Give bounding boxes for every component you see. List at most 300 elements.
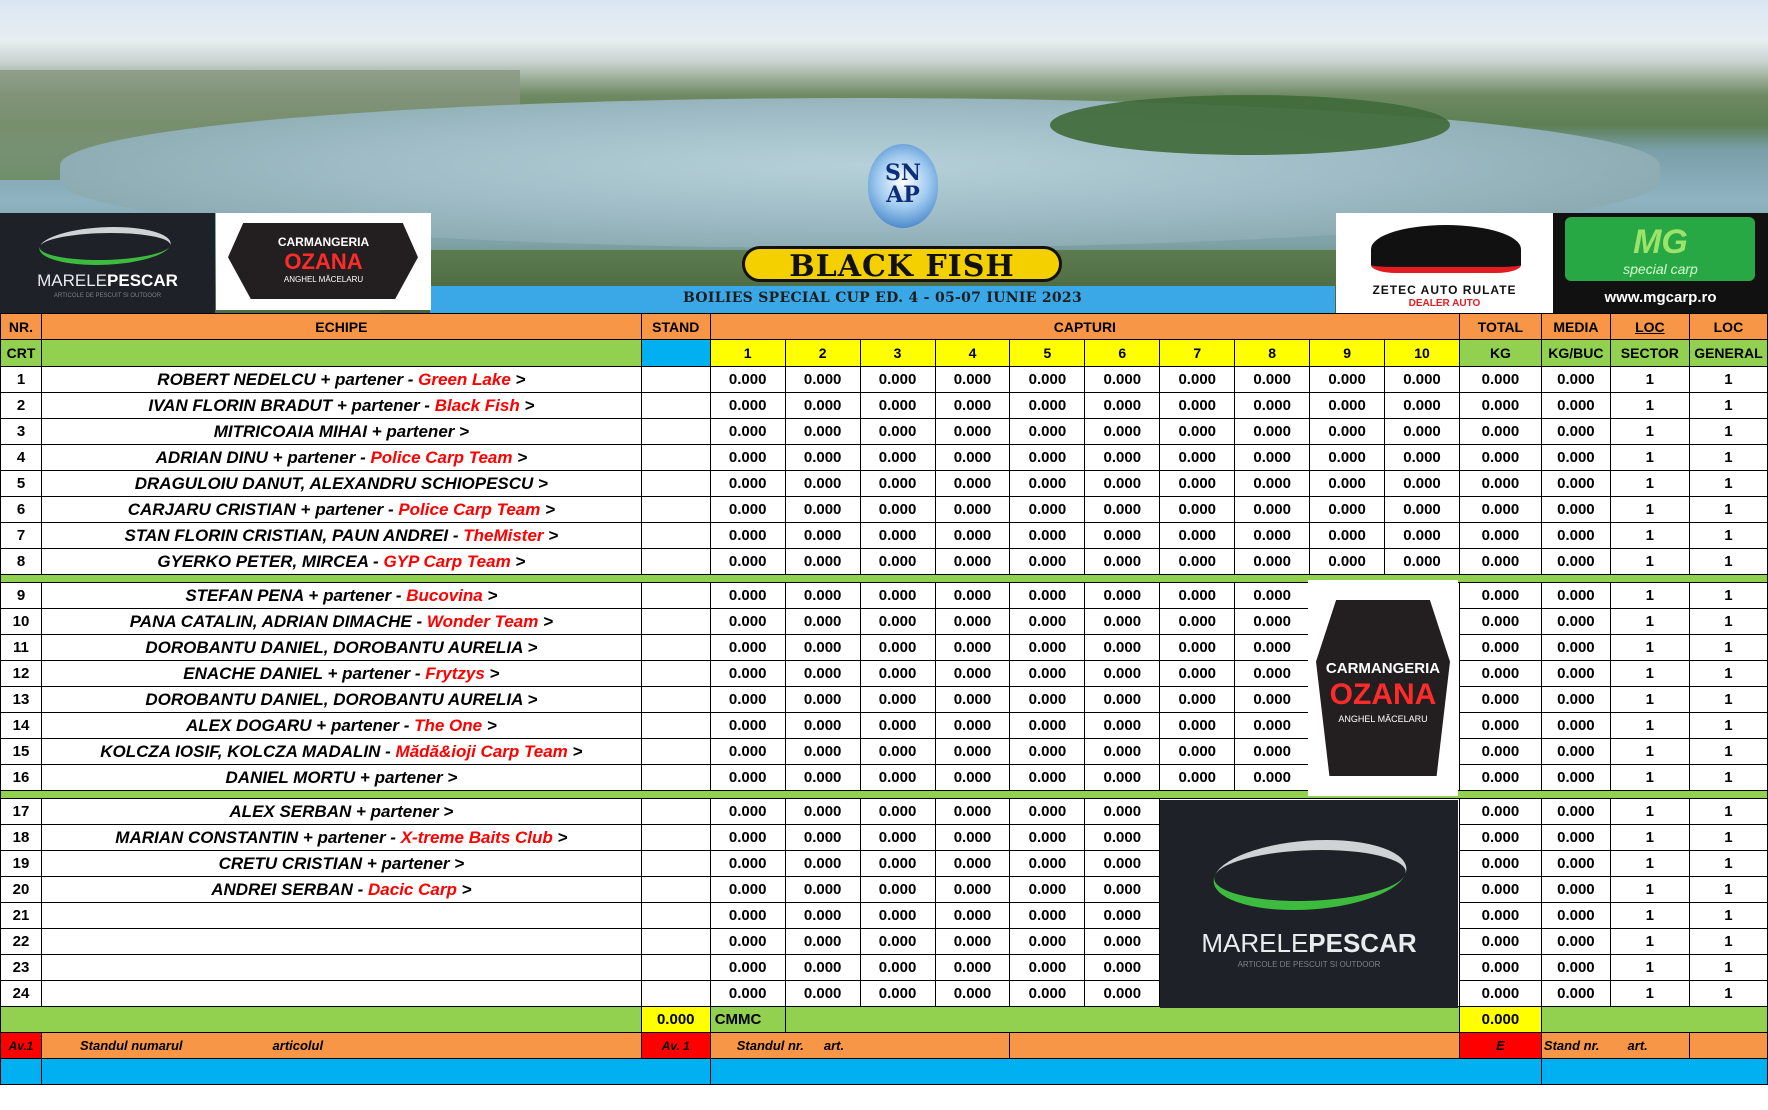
capture-cell: 0.000: [1010, 825, 1085, 851]
capture-cell: 0.000: [1010, 929, 1085, 955]
mg-carp-logo: [1553, 213, 1768, 313]
loc-sector-cell: 1: [1610, 739, 1689, 765]
angler-names: ALEX DOGARU + partener -: [185, 715, 415, 735]
capture-cell: 0.000: [785, 955, 860, 981]
capture-cell: 0.000: [935, 955, 1010, 981]
stand-cell: [641, 955, 710, 981]
stand-cell: [641, 523, 710, 549]
capture-number-header: 8: [1235, 340, 1310, 367]
capture-cell: 0.000: [1235, 497, 1310, 523]
angler-names: ANDREI SERBAN -: [211, 879, 369, 899]
media-cell: 0.000: [1541, 929, 1610, 955]
capture-cell: 0.000: [1010, 765, 1085, 791]
capture-cell: 0.000: [1010, 799, 1085, 825]
capture-cell: 0.000: [1235, 393, 1310, 419]
capture-cell: 0.000: [935, 687, 1010, 713]
capture-cell: 0.000: [1085, 765, 1160, 791]
capture-cell: 0.000: [935, 981, 1010, 1007]
team-name-cell: [41, 877, 641, 903]
capture-cell: 0.000: [710, 497, 785, 523]
capture-cell: 0.000: [1235, 583, 1310, 609]
capture-cell: 0.000: [860, 851, 935, 877]
table-row: [1, 497, 1768, 523]
loc-sector-cell: 1: [1610, 713, 1689, 739]
stand-cell: [641, 825, 710, 851]
capture-cell: 0.000: [1235, 367, 1310, 393]
capture-cell: 0.000: [1235, 661, 1310, 687]
capture-cell: 0.000: [785, 687, 860, 713]
angler-names: CARJARU CRISTIAN + partener -: [127, 499, 399, 519]
table-row: [1, 981, 1768, 1007]
total-kg-cell: 0.000: [1459, 929, 1541, 955]
media-cell: 0.000: [1541, 419, 1610, 445]
notes-fill-right: [1689, 1033, 1767, 1059]
media-cell: 0.000: [1541, 367, 1610, 393]
row-number: 4: [1, 445, 42, 471]
row-suffix: >: [482, 715, 497, 735]
capture-cell: 0.000: [935, 471, 1010, 497]
capture-cell: 0.000: [935, 929, 1010, 955]
capture-cell: 0.000: [1160, 549, 1235, 575]
media-cell: 0.000: [1541, 877, 1610, 903]
angler-names: ENACHE DANIEL + partener -: [183, 663, 426, 683]
capture-cell: 0.000: [1085, 393, 1160, 419]
header-banner: [0, 0, 1768, 313]
capture-cell: 0.000: [785, 713, 860, 739]
capture-cell: 0.000: [860, 955, 935, 981]
loc-sector-cell: 1: [1610, 635, 1689, 661]
stand-cell: [641, 739, 710, 765]
capture-cell: 0.000: [1085, 739, 1160, 765]
team-name: Police Carp Team: [370, 447, 513, 467]
total-kg-cell: 0.000: [1459, 419, 1541, 445]
loc-general-cell: 1: [1689, 799, 1767, 825]
capture-cell: 0.000: [1010, 609, 1085, 635]
row-number: 9: [1, 583, 42, 609]
capture-cell: 0.000: [1160, 419, 1235, 445]
media-cell: 0.000: [1541, 549, 1610, 575]
capture-cell: 0.000: [785, 825, 860, 851]
ozana-line3: ANGHEL MĂCELARU: [1338, 714, 1428, 724]
stand-nr-text: Stand nr.: [1543, 1038, 1600, 1053]
table-row: [1, 955, 1768, 981]
team-name: Black Fish: [434, 395, 520, 415]
stand-cell: [641, 419, 710, 445]
capture-cell: 0.000: [1310, 549, 1385, 575]
capture-cell: 0.000: [1310, 419, 1385, 445]
capture-cell: 0.000: [785, 981, 860, 1007]
capture-cell: 0.000: [785, 497, 860, 523]
capture-cell: 0.000: [1010, 367, 1085, 393]
bottom-cell: [41, 1059, 710, 1085]
loc-general-cell: 1: [1689, 635, 1767, 661]
row-suffix: >: [538, 611, 554, 631]
capture-cell: 0.000: [1085, 955, 1160, 981]
capture-cell: 0.000: [1235, 713, 1310, 739]
table-row: [1, 765, 1768, 791]
articolul-text: articolul: [272, 1038, 324, 1053]
angler-names: DRAGULOIU DANUT, ALEXANDRU SCHIOPESCU >: [134, 473, 548, 493]
stand-cell: [641, 393, 710, 419]
total-kg-cell: 0.000: [1459, 523, 1541, 549]
totals-fill-right: [1541, 1007, 1767, 1033]
capture-cell: 0.000: [860, 445, 935, 471]
capture-cell: 0.000: [860, 765, 935, 791]
stand-nr-cell: [1541, 1033, 1689, 1059]
capture-cell: 0.000: [1010, 549, 1085, 575]
capture-cell: 0.000: [710, 825, 785, 851]
media-cell: 0.000: [1541, 471, 1610, 497]
angler-names: CRETU CRISTIAN + partener >: [218, 853, 465, 873]
capture-cell: 0.000: [1235, 635, 1310, 661]
capture-cell: 0.000: [1085, 687, 1160, 713]
capture-cell: 0.000: [935, 445, 1010, 471]
table-row: [1, 661, 1768, 687]
capture-cell: 0.000: [1010, 471, 1085, 497]
loc-general-cell: 1: [1689, 419, 1767, 445]
row-number: 3: [1, 419, 42, 445]
standul-nr-cell: [710, 1033, 1010, 1059]
media-cell: 0.000: [1541, 825, 1610, 851]
black-fish-logo: BLACK FISH: [742, 246, 1062, 282]
capture-cell: 0.000: [1235, 687, 1310, 713]
angler-names: KOLCZA IOSIF, KOLCZA MADALIN -: [100, 741, 396, 761]
team-name: Green Lake: [418, 369, 511, 389]
results-table: [0, 313, 1768, 1085]
team-name: Frytzys: [425, 663, 485, 683]
team-name-cell: [41, 739, 641, 765]
media-cell: 0.000: [1541, 981, 1610, 1007]
row-number: 23: [1, 955, 42, 981]
sector-header: SECTOR: [1610, 340, 1689, 367]
header-row-2: [1, 340, 1768, 367]
stand-cell: [641, 851, 710, 877]
capture-cell: 0.000: [1160, 739, 1235, 765]
team-name: TheMister: [463, 525, 544, 545]
angler-names: STEFAN PENA + partener -: [185, 585, 407, 605]
capture-cell: 0.000: [1085, 497, 1160, 523]
capture-cell: 0.000: [1085, 929, 1160, 955]
art-text: art.: [823, 1038, 845, 1053]
team-name: Wonder Team: [426, 611, 539, 631]
bottom-cell: [710, 1059, 1541, 1085]
total-kg-cell: 0.000: [1459, 393, 1541, 419]
row-suffix: >: [552, 827, 568, 847]
capture-cell: 0.000: [1010, 419, 1085, 445]
total-kg-cell: 0.000: [1459, 445, 1541, 471]
loc-sector-cell: 1: [1610, 393, 1689, 419]
loc-sector-cell: 1: [1610, 419, 1689, 445]
row-number: 16: [1, 765, 42, 791]
stand-cell: [641, 903, 710, 929]
capture-cell: 0.000: [1085, 713, 1160, 739]
table-row: [1, 583, 1768, 609]
angler-names: IVAN FLORIN BRADUT + partener -: [148, 395, 435, 415]
stand-cell: [641, 687, 710, 713]
media-cell: 0.000: [1541, 713, 1610, 739]
table-row: [1, 739, 1768, 765]
capture-cell: 0.000: [785, 739, 860, 765]
loc-general-cell: 1: [1689, 523, 1767, 549]
stand-header: STAND: [641, 314, 710, 340]
team-name-cell: [41, 713, 641, 739]
team-name-cell: [41, 445, 641, 471]
capture-cell: 0.000: [785, 393, 860, 419]
capture-cell: 0.000: [860, 739, 935, 765]
stand-cell: [641, 367, 710, 393]
row-suffix: >: [482, 585, 498, 605]
loc-general-cell: 1: [1689, 739, 1767, 765]
loc-sector-cell: 1: [1610, 687, 1689, 713]
total-kg-cell: 0.000: [1459, 471, 1541, 497]
media-cell: 0.000: [1541, 955, 1610, 981]
row-number: 1: [1, 367, 42, 393]
row-number: 24: [1, 981, 42, 1007]
capture-cell: 0.000: [1385, 445, 1460, 471]
general-header: GENERAL: [1689, 340, 1767, 367]
capture-cell: 0.000: [860, 687, 935, 713]
team-name-cell: [41, 497, 641, 523]
team-name-cell: [41, 549, 641, 575]
team-name-cell: [41, 635, 641, 661]
angler-names: DANIEL MORTU + partener >: [225, 767, 458, 787]
capture-cell: 0.000: [785, 445, 860, 471]
team-name-cell: [41, 825, 641, 851]
capture-cell: 0.000: [1085, 419, 1160, 445]
capture-cell: 0.000: [1010, 955, 1085, 981]
av1-label-2: Av. 1: [641, 1033, 710, 1059]
capture-number-header: 10: [1385, 340, 1460, 367]
capture-cell: 0.000: [860, 903, 935, 929]
row-number: 13: [1, 687, 42, 713]
capture-cell: 0.000: [710, 765, 785, 791]
media-cell: 0.000: [1541, 523, 1610, 549]
capture-cell: 0.000: [1160, 687, 1235, 713]
capture-cell: 0.000: [1085, 523, 1160, 549]
capture-cell: 0.000: [1085, 609, 1160, 635]
loc-general-cell: 1: [1689, 583, 1767, 609]
marele-pescar-logo-large: [1160, 800, 1458, 1008]
total-kg-cell: 0.000: [1459, 955, 1541, 981]
team-name-cell: [41, 799, 641, 825]
capture-cell: 0.000: [935, 549, 1010, 575]
total-kg-cell: 0.000: [1459, 903, 1541, 929]
row-number: 10: [1, 609, 42, 635]
stand-cell: [641, 549, 710, 575]
capture-cell: 0.000: [1310, 367, 1385, 393]
table-row: [1, 713, 1768, 739]
team-name-cell: [41, 929, 641, 955]
total-kg-cell: 0.000: [1459, 739, 1541, 765]
mg-url: www.mgcarp.ro: [1604, 289, 1717, 306]
stand-total: 0.000: [641, 1007, 710, 1033]
stand-cell: [641, 661, 710, 687]
loc-general-cell: 1: [1689, 609, 1767, 635]
capture-cell: 0.000: [1085, 445, 1160, 471]
standul-numarul-cell: [41, 1033, 641, 1059]
capture-cell: 0.000: [1385, 471, 1460, 497]
capture-cell: 0.000: [860, 367, 935, 393]
loc-general-cell: 1: [1689, 497, 1767, 523]
capture-cell: 0.000: [1235, 471, 1310, 497]
loc-general-cell: 1: [1689, 825, 1767, 851]
team-name: Bucovina: [406, 585, 483, 605]
row-number: 20: [1, 877, 42, 903]
totals-blank: [1, 1007, 642, 1033]
av1-label: Av.1: [1, 1033, 42, 1059]
loc-general-cell: 1: [1689, 851, 1767, 877]
capture-cell: 0.000: [1010, 739, 1085, 765]
angler-names: MARIAN CONSTANTIN + partener -: [115, 827, 401, 847]
capture-cell: 0.000: [1085, 583, 1160, 609]
capture-cell: 0.000: [785, 903, 860, 929]
capture-cell: 0.000: [860, 713, 935, 739]
ozana-line3: ANGHEL MĂCELARU: [283, 275, 364, 284]
loc-sector-cell: 1: [1610, 799, 1689, 825]
capture-cell: 0.000: [860, 583, 935, 609]
capture-cell: 0.000: [785, 635, 860, 661]
capture-cell: 0.000: [1085, 851, 1160, 877]
stand-cell: [641, 765, 710, 791]
capture-cell: 0.000: [710, 609, 785, 635]
capture-cell: 0.000: [935, 609, 1010, 635]
capture-cell: 0.000: [1010, 497, 1085, 523]
logo-text-bold: PESCAR: [1308, 928, 1417, 958]
capture-cell: 0.000: [1385, 549, 1460, 575]
snap-logo-text: SN AP: [885, 160, 921, 208]
capture-cell: 0.000: [710, 661, 785, 687]
logo-tagline: ARTICOLE DE PESCUIT SI OUTDOOR: [53, 293, 162, 299]
team-name-cell: [41, 981, 641, 1007]
stand-subheader: [641, 340, 710, 367]
media-cell: 0.000: [1541, 497, 1610, 523]
loc-sector-cell: 1: [1610, 549, 1689, 575]
table-row: [1, 523, 1768, 549]
capture-cell: 0.000: [1160, 713, 1235, 739]
loc-general-header: LOC: [1689, 314, 1767, 340]
loc-general-cell: 1: [1689, 877, 1767, 903]
total-kg-cell: 0.000: [1459, 981, 1541, 1007]
row-suffix: >: [512, 447, 528, 467]
loc-general-cell: 1: [1689, 765, 1767, 791]
angler-names: PANA CATALIN, ADRIAN DIMACHE -: [129, 611, 427, 631]
echipe-header: ECHIPE: [41, 314, 641, 340]
stand-cell: [641, 471, 710, 497]
bottom-row: [1, 1059, 1768, 1085]
capture-cell: 0.000: [935, 497, 1010, 523]
capture-cell: 0.000: [710, 877, 785, 903]
car-icon: [1371, 225, 1521, 273]
capture-cell: 0.000: [1160, 497, 1235, 523]
capture-cell: 0.000: [710, 903, 785, 929]
stand-cell: [641, 929, 710, 955]
capture-cell: 0.000: [935, 583, 1010, 609]
loc-general-cell: 1: [1689, 471, 1767, 497]
sector-separator: [1, 575, 1768, 583]
table-row: [1, 903, 1768, 929]
capture-cell: 0.000: [935, 419, 1010, 445]
stand-cell: [641, 609, 710, 635]
capture-cell: 0.000: [710, 471, 785, 497]
capture-cell: 0.000: [1235, 523, 1310, 549]
capture-cell: 0.000: [710, 687, 785, 713]
ozana-line2: OZANA: [284, 249, 363, 274]
capture-cell: 0.000: [710, 523, 785, 549]
capture-cell: 0.000: [935, 851, 1010, 877]
capture-cell: 0.000: [860, 609, 935, 635]
loc-sector-cell: 1: [1610, 523, 1689, 549]
capture-cell: 0.000: [935, 877, 1010, 903]
loc-sector-cell: 1: [1610, 825, 1689, 851]
capture-cell: 0.000: [1085, 799, 1160, 825]
row-number: 21: [1, 903, 42, 929]
notes-row: [1, 1033, 1768, 1059]
capture-cell: 0.000: [710, 583, 785, 609]
capture-cell: 0.000: [860, 497, 935, 523]
row-suffix: >: [540, 499, 556, 519]
table-row: [1, 851, 1768, 877]
sector-separator: [1, 791, 1768, 799]
row-number: 11: [1, 635, 42, 661]
capture-cell: 0.000: [1385, 497, 1460, 523]
logo-text: MARELE: [37, 271, 108, 290]
total-kg-cell: 0.000: [1459, 661, 1541, 687]
logo-text: MARELE: [1201, 928, 1309, 958]
capture-cell: 0.000: [785, 799, 860, 825]
total-header: TOTAL: [1459, 314, 1541, 340]
totals-row: [1, 1007, 1768, 1033]
capture-cell: 0.000: [1310, 393, 1385, 419]
capture-cell: 0.000: [860, 523, 935, 549]
capture-cell: 0.000: [710, 635, 785, 661]
total-kg-cell: 0.000: [1459, 851, 1541, 877]
totals-fill: [785, 1007, 1459, 1033]
ozana-line2: OZANA: [1329, 678, 1437, 711]
ozana-logo-large: [1308, 580, 1458, 796]
capture-cell: 0.000: [1385, 393, 1460, 419]
capture-cell: 0.000: [1160, 523, 1235, 549]
capture-number-header: 1: [710, 340, 785, 367]
ozana-line1: CARMANGERIA: [1325, 660, 1441, 677]
row-number: 22: [1, 929, 42, 955]
row-suffix: >: [567, 741, 583, 761]
total-kg-cell: 0.000: [1459, 549, 1541, 575]
media-cell: 0.000: [1541, 739, 1610, 765]
kg-total: 0.000: [1459, 1007, 1541, 1033]
capture-cell: 0.000: [1160, 583, 1235, 609]
capture-cell: 0.000: [860, 419, 935, 445]
row-suffix: >: [484, 663, 500, 683]
angler-names: GYERKO PETER, MIRCEA -: [157, 551, 384, 571]
row-suffix: >: [519, 395, 535, 415]
loc-sector-cell: 1: [1610, 765, 1689, 791]
loc-general-cell: 1: [1689, 903, 1767, 929]
capture-cell: 0.000: [1160, 393, 1235, 419]
capture-cell: 0.000: [935, 523, 1010, 549]
capture-cell: 0.000: [935, 713, 1010, 739]
capture-cell: 0.000: [785, 877, 860, 903]
capture-cell: 0.000: [935, 739, 1010, 765]
event-subtitle: BOILIES SPECIAL CUP ED. 4 - 05-07 IUNIE 2023: [682, 290, 1083, 306]
echipe-subheader: [41, 340, 641, 367]
nr-header: NR.: [1, 314, 42, 340]
capture-cell: 0.000: [785, 523, 860, 549]
capture-cell: 0.000: [785, 549, 860, 575]
zetec-logo: [1336, 213, 1553, 313]
capture-cell: 0.000: [710, 929, 785, 955]
table-row: [1, 445, 1768, 471]
capture-cell: 0.000: [1385, 523, 1460, 549]
